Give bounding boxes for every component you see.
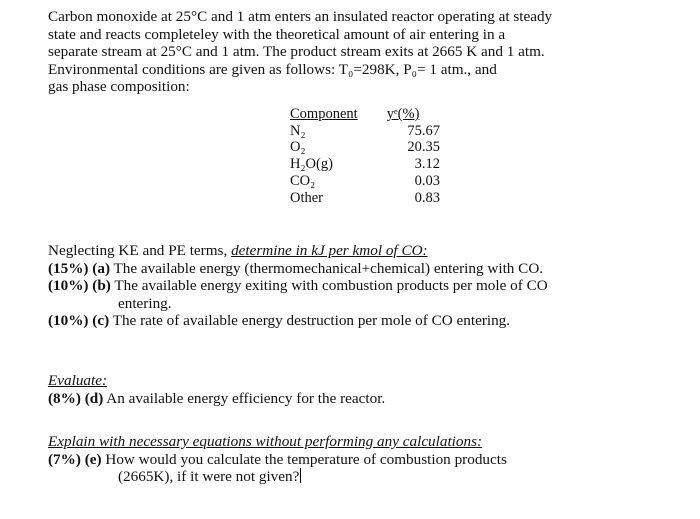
- questions-block: [48, 242, 688, 330]
- row-value: 0.83: [414, 189, 440, 206]
- header-component: Component: [290, 106, 358, 122]
- header-fraction: yᵉ(%): [386, 106, 420, 122]
- text-cursor: [300, 468, 301, 483]
- evaluate-block: [48, 372, 688, 407]
- intro-line-5: gas phase composition:: [48, 78, 190, 95]
- row-value: 0.03: [414, 172, 440, 189]
- part-d-mark: (8%) (d): [48, 389, 104, 407]
- part-a-text: The available energy (thermomechanical+chemical) entering with CO.: [110, 259, 544, 277]
- composition-table: [290, 106, 440, 206]
- intro-line-2: state and reacts completeley with the theoretical amount of air entering in a: [48, 25, 506, 43]
- part-e-text-2: (2665K), if it were not given?: [118, 468, 300, 485]
- row-value: 3.12: [414, 156, 440, 173]
- neglect-line: [48, 242, 688, 260]
- part-e-mark: (7%) (e): [48, 450, 102, 468]
- table-row: [290, 156, 440, 173]
- part-a: [48, 260, 688, 278]
- neglect-emphasis: determine in kJ per kmol of CO:: [231, 242, 428, 259]
- neglect-prefix: Neglecting KE and PE terms,: [48, 242, 232, 259]
- intro-line-1: Carbon monoxide at 25°C and 1 atm enters an insulated reactor operating at steady: [48, 8, 553, 25]
- part-d: [48, 390, 688, 408]
- explain-block: [48, 433, 688, 486]
- row-component: Other: [290, 189, 324, 206]
- part-b: [48, 277, 688, 295]
- intro-line-3: separate stream at 25°C and 1 atm. The product stream exits at 2665 K and 1 atm.: [48, 43, 545, 60]
- row-component: CO₂: [290, 172, 316, 189]
- part-d-text: An available energy efficiency for the reactor.: [103, 389, 386, 407]
- part-e: [48, 451, 688, 469]
- row-value: 20.35: [407, 139, 440, 156]
- table-row: [290, 190, 440, 207]
- part-c-mark: (10%) (c): [48, 312, 110, 329]
- problem-intro: [48, 8, 688, 96]
- part-b-mark: (10%) (b): [48, 277, 111, 294]
- part-b-continued: entering.: [118, 294, 172, 312]
- row-component: O₂: [290, 139, 306, 156]
- part-e-continued: [48, 468, 688, 486]
- row-component: N₂: [290, 122, 306, 139]
- row-component: H₂O(g): [290, 156, 333, 173]
- table-row: [290, 123, 440, 140]
- part-b-text: The available energy exiting with combustion products per mole of CO: [110, 277, 548, 294]
- row-value: 75.67: [407, 122, 440, 139]
- part-e-text: How would you calculate the temperature of combustion products: [101, 450, 507, 468]
- part-c-text: The rate of available energy destruction per mole of CO entering.: [109, 312, 511, 329]
- part-c: [48, 312, 688, 330]
- part-a-mark: (15%) (a): [48, 259, 110, 277]
- evaluate-heading: Evaluate:: [48, 372, 108, 389]
- table-header: [290, 106, 440, 123]
- explain-heading: Explain with necessary equations without performing any calculations:: [48, 433, 483, 450]
- table-row: [290, 173, 440, 190]
- table-row: [290, 139, 440, 156]
- intro-line-4: Environmental conditions are given as follows: T₀=298K, P₀= 1 atm., and: [48, 60, 497, 78]
